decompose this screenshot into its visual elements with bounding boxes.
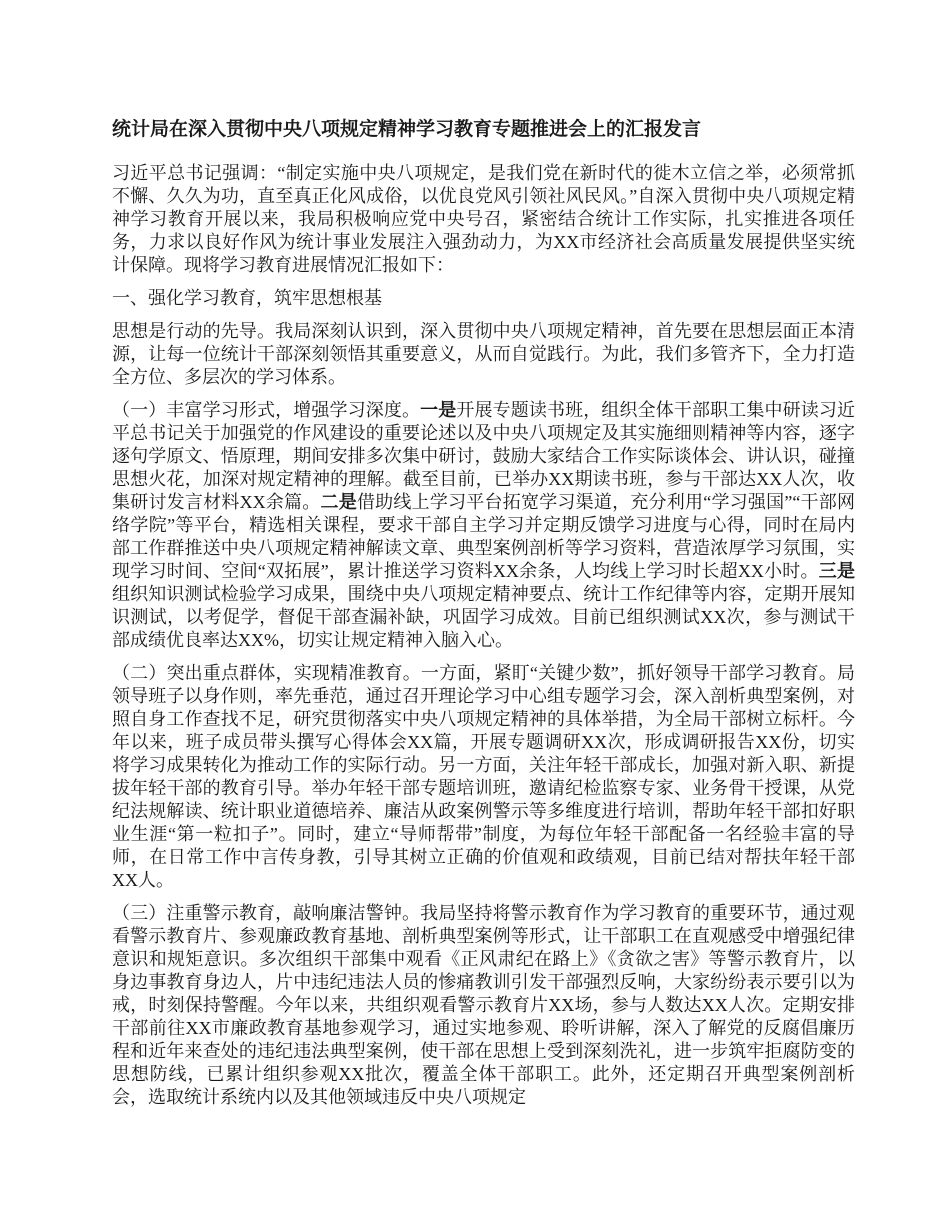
bold-text-run: 三是 [818,561,855,581]
paragraph [112,320,855,389]
paragraph [112,662,855,892]
section-heading [112,287,855,310]
bold-text-run: 一是 [420,400,457,420]
text-run: 习近平总书记强调：“制定实施中央八项规定，是我们党在新时代的徙木立信之举，必须常抓不懈、久久为功，直至真正化风成俗，以优良党风引领社风民风。”自深入贯彻中央八项规定精神学习教育开展以来，我局积极响应党中央号召，紧密结合统计工作实际，扎实推进各项任务，力求以良好作风为统计事业发展注入强劲动力，为XX市经济社会高质量发展提供坚实统计保障。现将学习教育进展情况汇报如下： [112,163,855,275]
paragraph [112,162,855,277]
text-run: （二）突出重点群体，实现精准教育。一方面，紧盯“关键少数”，抓好领导干部学习教育。局领导班子以身作则，率先垂范，通过召开理论学习中心组专题学习会，深入剖析典型案例，对照自身工作查找不足，研究贯彻落实中央八项规定精神的具体举措，为全局干部树立标杆。今年以来，班子成员带头撰写心得体会XX篇，开展专题调研XX次，形成调研报告XX份，切实将学习成果转化为推动工作的实际行动。另一方面，关注年轻干部成长，加强对新入职、新提拔年轻干部的教育引导。举办年轻干部专题培训班，邀请纪检监察专家、业务骨干授课，从党纪法规解读、统计职业道德培养、廉洁从政案例警示等多维度进行培训，帮助年轻干部扣好职业生涯“第一粒扣子”。同时，建立“导师帮带”制度，为每位年轻干部配备一名经验丰富的导师，在日常工作中言传身教，引导其树立正确的价值观和政绩观，目前已结对帮扶年轻干部XX人。 [112,663,855,890]
paragraph [112,399,855,652]
text-run: 组织知识测试检验学习成果，围绕中央八项规定精神要点、统计工作纪律等内容，定期开展知识测试，以考促学，督促干部查漏补缺，巩固学习成效。目前已组织测试XX次，参与测试干部成绩优良率达XX%，切实让规定精神入脑入心。 [112,584,855,650]
document-title: 统计局在深入贯彻中央八项规定精神学习教育专题推进会上的汇报发言 [112,119,702,140]
text-run: （一）丰富学习形式，增强学习深度。 [112,400,421,420]
text-run: 借助线上学习平台拓宽学习渠道，充分利用“学习强国”“干部网络学院”等平台，精选相关课程，要求干部自主学习并定期反馈学习进度与心得，同时在局内部工作群推送中央八项规定精神解读文章、典型案例剖析等学习资料，营造浓厚学习氛围，实现学习时间、空间“双拓展”，累计推送学习资料XX余条，人均线上学习时长超XX小时。 [112,492,855,581]
text-run: 思想是行动的先导。我局深刻认识到，深入贯彻中央八项规定精神，首先要在思想层面正本清源，让每一位统计干部深刻领悟其重要意义，从而自觉践行。为此，我们多管齐下，全力打造全方位、多层次的学习体系。 [112,321,855,387]
document-body [112,162,855,1109]
text-run: 开展专题读书班，组织全体干部职工集中研读习近平总书记关于加强党的作风建设的重要论述以及中央八项规定及其实施细则精神等内容，逐字逐句学原文、悟原理，期间安排多次集中研讨，鼓励大家结合工作实际谈体会、讲认识，碰撞思想火花，加深对规定精神的理解。截至目前，已举办XX期读书班，参与干部达XX人次，收集研讨发言材料XX余篇。 [112,400,855,512]
paragraph [112,902,855,1109]
text-run: （三）注重警示教育，敲响廉洁警钟。我局坚持将警示教育作为学习教育的重要环节，通过观看警示教育片、参观廉政教育基地、剖析典型案例等形式，让干部职工在直观感受中增强纪律意识和规矩意识。多次组织干部集中观看《正风肃纪在路上》《贪欲之害》等警示教育片，以身边事教育身边人，片中违纪违法人员的惨痛教训引发干部强烈反响，大家纷纷表示要引以为戒，时刻保持警醒。今年以来，共组织观看警示教育片XX场，参与人数达XX人次。定期安排干部前往XX市廉政教育基地参观学习，通过实地参观、聆听讲解，深入了解党的反腐倡廉历程和近年来查处的违纪违法典型案例，使干部在思想上受到深刻洗礼，进一步筑牢拒腐防变的思想防线，已累计组织参观XX批次，覆盖全体干部职工。此外，还定期召开典型案例剖析会，选取统计系统内以及其他领域违反中央八项规定 [112,903,855,1107]
bold-text-run: 二是 [320,492,357,512]
text-run: 一、强化学习教育，筑牢思想根基 [112,288,382,308]
